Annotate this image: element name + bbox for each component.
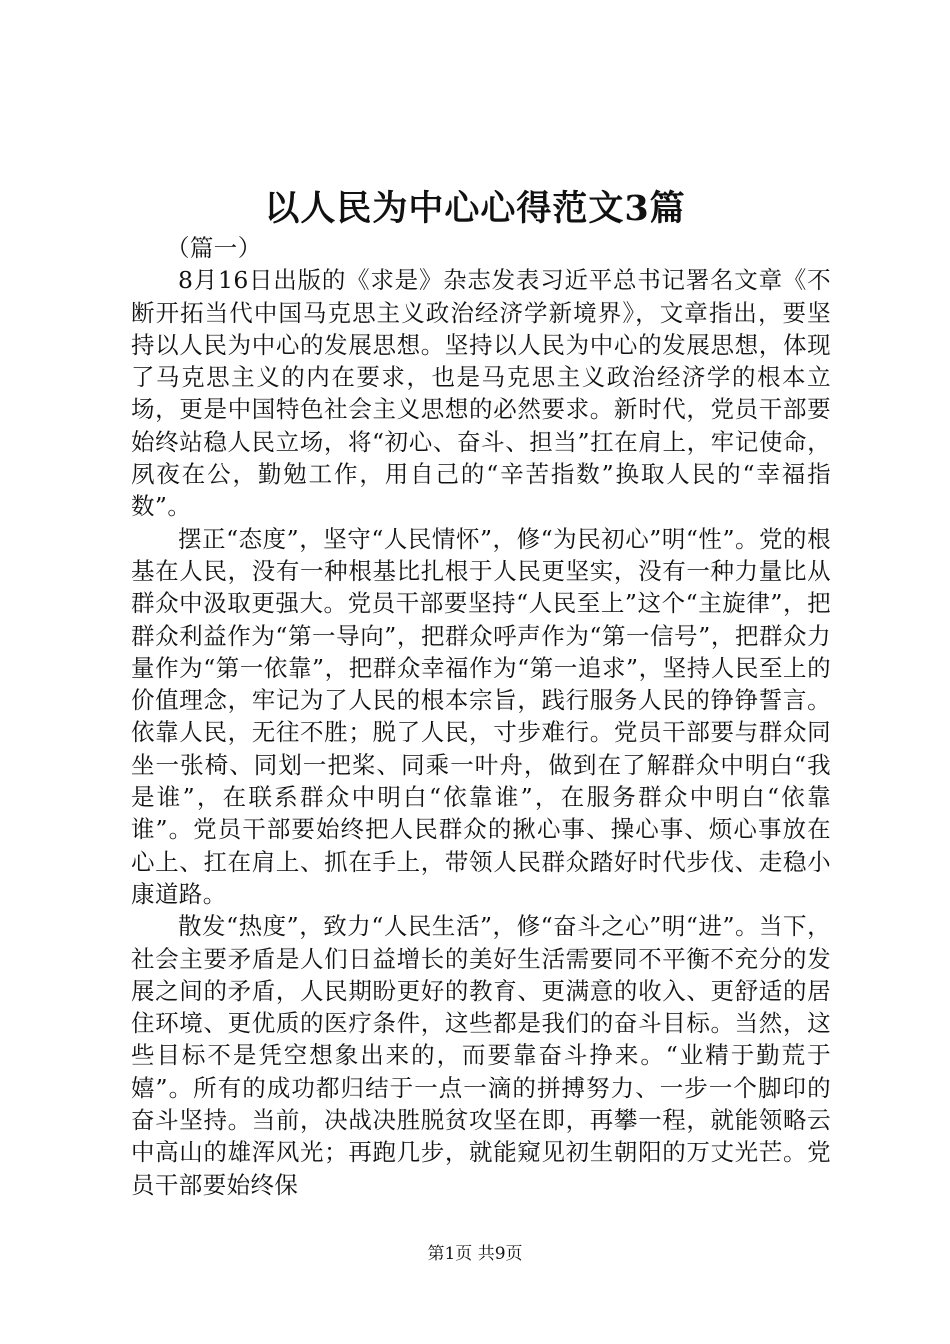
paragraph-2: 摆正“态度”，坚守“人民情怀”，修“为民初心”明“性”。党的根基在人民，没有一种根基比扎根于人民更坚实，没有一种力量比从群众中汲取更强大。党员干部要坚持“人民至上”这个“主旋律”，把群众利益作为“第一导向”，把群众呼声作为“第一信号”，把群众力量作为“第一依靠”，把群众幸福作为“第一追求”，坚持人民至上的价值理念，牢记为了人民的根本宗旨，践行服务人民的铮铮誓言。依靠人民，无往不胜；脱了人民，寸步难行。党员干部要与群众同坐一张椅、同划一把桨、同乘一叶舟，做到在了解群众中明白“我是谁”，在联系群众中明白“依靠谁”，在服务群众中明白“依靠谁”。党员干部要始终把人民群众的揪心事、操心事、烦心事放在心上、扛在肩上、抓在手上，带领人民群众踏好时代步伐、走稳小康道路。 [131, 524, 831, 908]
page-footer: 第1页 共9页 [427, 1244, 523, 1264]
paragraph-3: 散发“热度”，致力“人民生活”，修“奋斗之心”明“进”。当下，社会主要矛盾是人们日益增长的美好生活需要同不平衡不充分的发展之间的矛盾，人民期盼更好的教育、更满意的收入、更舒适的居住环境、更优质的医疗条件，这些都是我们的奋斗目标。当然，这些目标不是凭空想象出来的，而要靠奋斗挣来。“业精于勤荒于嬉”。所有的成功都归结于一点一滴的拼搏努力、一步一个脚印的奋斗坚持。当前，决战决胜脱贫攻坚在即，再攀一程，就能领略云中高山的雄浑风光；再跑几步，就能窥见初生朝阳的万丈光芒。党员干部要始终保 [131, 912, 831, 1199]
paragraph-1: 8月16日出版的《求是》杂志发表习近平总书记署名文章《不断开拓当代中国马克思主义政治经济学新境界》，文章指出，要坚持以人民为中心的发展思想。坚持以人民为中心的发展思想，体现了马克思主义的内在要求，也是马克思主义政治经济学的根本立场，更是中国特色社会主义思想的必然要求。新时代，党员干部要始终站稳人民立场，将“初心、奋斗、担当”扛在肩上，牢记使命，夙夜在公，勤勉工作，用自己的“辛苦指数”换取人民的“幸福指数”。 [131, 266, 831, 521]
document-body [131, 232, 831, 1201]
document-title: 以人民为中心心得范文3篇 [264, 188, 686, 229]
section-label: （篇一） [166, 234, 262, 262]
